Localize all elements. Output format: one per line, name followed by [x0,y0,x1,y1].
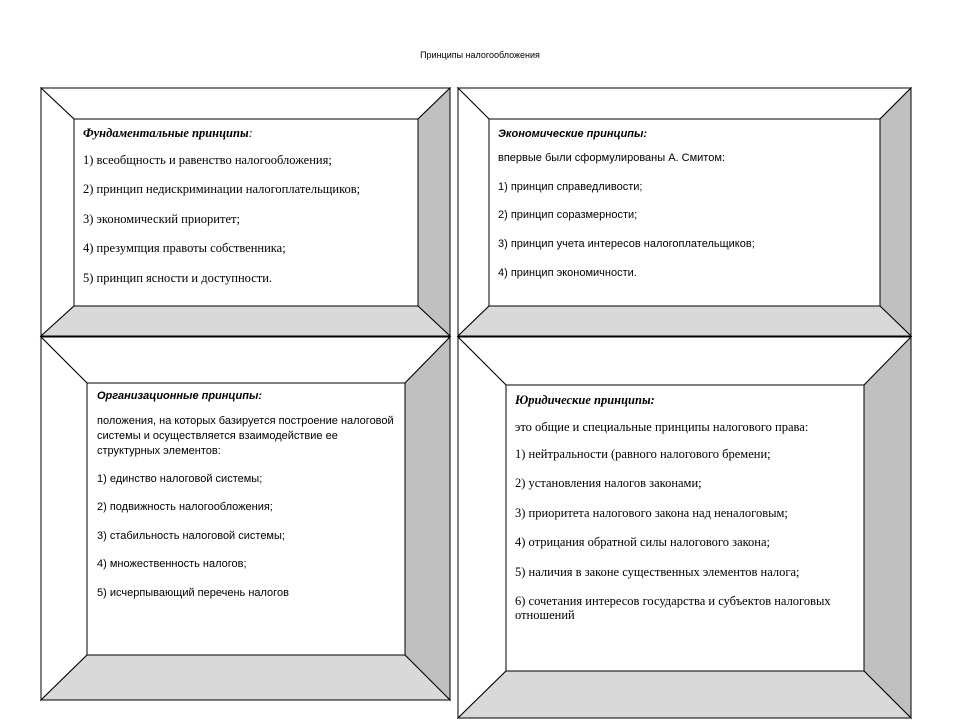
list-item: 1) всеобщность и равенство налогообложения; [83,153,332,167]
list-item: 4) принцип экономичности. [498,266,637,279]
list-item: 6) сочетания интересов государства и субъектов налоговых отношений [515,593,831,623]
list-item: 3) принцип учета интересов налогоплательщиков; [498,237,755,250]
list-item: 5) принцип ясности и доступности. [83,270,273,285]
legal-intro: это общие и специальные принципы налогового права: [515,420,809,434]
list-item: 3) экономический приоритет; [83,211,240,226]
list-item: 1) принцип справедливости; [498,180,643,193]
fundamental-heading: Фундаментальные принципы: [83,126,253,140]
bevel-frame-organizational [41,337,450,700]
list-item: 5) наличия в законе существенных элементов налога; [515,564,800,579]
list-item: 4) множественность налогов; [97,558,247,571]
list-item: 2) принцип соразмерности; [498,209,638,222]
list-item: 2) подвижность налогообложения; [97,501,273,514]
bevel-frame-fundamental [41,88,450,336]
organizational-principles-panel [97,390,401,652]
organizational-heading: Организационные принципы: [97,390,263,402]
economic-intro: впервые были сформулированы А. Смитом: [498,152,725,164]
bevel-frame-legal [458,337,911,718]
list-item: 4) отрицания обратной силы налогового закона; [515,535,771,550]
page-title: Принципы налогообложения [420,50,540,60]
bevel-frame-economic [458,88,911,336]
list-item: 2) принцип недискриминации налогоплательщиков; [83,182,361,197]
list-item: 3) приоритета налогового закона над неналоговым; [515,505,788,520]
list-item: 4) презумпция правоты собственника; [83,241,286,256]
list-item: 1) нейтральности (равного налогового бремени; [515,447,771,461]
legal-principles-panel [515,393,860,669]
list-item: 2) установления налогов законами; [515,476,702,491]
fundamental-principles-panel [83,126,415,304]
organizational-intro: положения, на которых базируется построение налоговой системы и осуществляется взаимодействие ее структурных элементов: [97,415,394,457]
list-item: 1) единство налоговой системы; [97,472,263,485]
list-item: 3) стабильность налоговой системы; [97,529,285,542]
economic-heading: Экономические принципы: [498,128,648,140]
economic-principles-panel [498,128,876,304]
legal-heading: Юридические принципы: [515,393,655,407]
list-item: 5) исчерпывающий перечень налогов [97,587,289,600]
